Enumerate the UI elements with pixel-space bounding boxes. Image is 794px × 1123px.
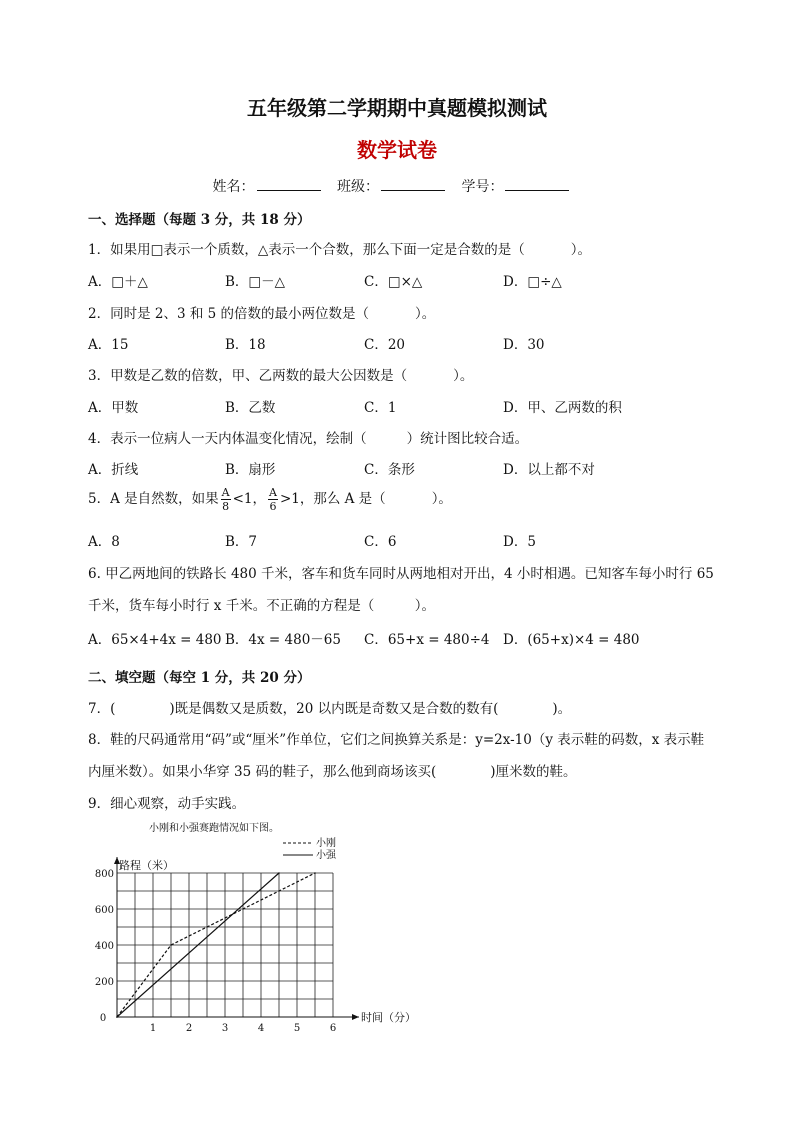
y-axis-label: 路程（米） — [119, 859, 174, 872]
q3-option-d: D．甲、乙两数的积 — [503, 400, 622, 416]
q1-text-end: ）。 — [570, 242, 591, 258]
class-label: 班级： — [337, 179, 379, 195]
q5-frac1-denominator: 8 — [222, 500, 230, 513]
q3-option-c: C．1 — [364, 400, 397, 416]
section1-heading: 一、选择题（每题 3 分，共 18 分） — [88, 212, 311, 228]
q4-option-a: A．折线 — [88, 462, 139, 478]
q5-fraction-1 — [221, 486, 231, 513]
question-7: 7．( )既是偶数又是质数，20 以内既是奇数又是合数的数有( )。 — [88, 701, 572, 717]
question-8-line2: 内厘米数）。如果小华穿 35 码的鞋子，那么他到商场该买( )厘米数的鞋。 — [88, 764, 577, 780]
data-point — [314, 872, 316, 874]
q6-option-d: D．(65+x)×4 = 480 — [503, 632, 640, 648]
q5-option-c: C．6 — [364, 534, 397, 550]
id-label: 学号： — [461, 179, 504, 195]
y-tick-label: 400 — [94, 941, 114, 952]
q5-option-a: A．8 — [88, 534, 120, 550]
chart-grid — [117, 873, 333, 1017]
x-tick-label: 5 — [293, 1023, 301, 1034]
question-4 — [88, 427, 528, 447]
page-title: 五年级第二学期期中真题模拟测试 — [247, 96, 547, 120]
race-line-chart — [80, 818, 430, 1038]
question-5 — [88, 486, 452, 513]
q5-fraction-2 — [268, 486, 278, 513]
q5-mid1: <1， — [232, 491, 266, 507]
q2-text-end: ）。 — [415, 306, 436, 322]
name-blank[interactable] — [257, 178, 321, 191]
x-axis-label: 时间（分） — [361, 1011, 416, 1024]
question-6-line2: 千米，货车每小时行 x 千米。不正确的方程是（ ）。 — [88, 598, 435, 614]
chart-labels — [95, 821, 416, 1034]
q4-option-c: C．条形 — [364, 462, 415, 478]
q4-text: 4．表示一位病人一天内体温变化情况，绘制（ — [88, 431, 367, 447]
student-info — [0, 176, 794, 196]
x-axis-arrow — [352, 1014, 359, 1020]
x-tick-label: 2 — [185, 1023, 193, 1034]
q6-option-a: A．65×4+4x = 480 — [88, 632, 222, 648]
q5-mid2: >1，那么 A 是（ — [279, 491, 386, 507]
chart-title: 小刚和小强赛跑情况如下图。 — [149, 823, 279, 834]
q2-option-d: D．30 — [503, 337, 545, 353]
x-tick-label: 4 — [257, 1023, 265, 1034]
y-tick-label: 800 — [94, 869, 114, 880]
question-9: 9．细心观察，动手实践。 — [88, 796, 246, 812]
q1-option-c: C．□×△ — [364, 274, 423, 290]
q6-option-b: B．4x = 480－65 — [225, 632, 341, 648]
legend-label: 小强 — [316, 850, 336, 861]
class-blank[interactable] — [381, 178, 445, 191]
q5-text-end: ）。 — [431, 491, 452, 507]
x-tick-label: 6 — [329, 1023, 337, 1034]
q2-option-a: A．15 — [88, 337, 129, 353]
q2-text: 2．同时是 2、3 和 5 的倍数的最小两位数是（ — [88, 306, 370, 322]
q2-option-b: B．18 — [225, 337, 266, 353]
q3-option-a: A．甲数 — [88, 400, 139, 416]
question-8-line1: 8．鞋的尺码通常用“码”或“厘米”作单位，它们之间换算关系是：y=2x-10（y 表示鞋的码数，x 表示鞋 — [88, 732, 705, 748]
question-6-line1: 6. 甲乙两地间的铁路长 480 千米，客车和货车同时从两地相对开出，4 小时相遇。已知客车每小时行 65 — [88, 566, 714, 582]
q5-frac2-denominator: 6 — [269, 500, 277, 513]
q5-frac2-numerator: A — [269, 486, 277, 499]
q1-option-d: D．□÷△ — [503, 274, 562, 290]
q1-text: 1．如果用□表示一个质数，△表示一个合数，那么下面一定是合数的是（ — [88, 242, 525, 258]
chart-axes — [114, 857, 359, 1020]
name-label: 姓名： — [212, 179, 255, 195]
x-tick-label: 1 — [149, 1023, 157, 1034]
q4-option-b: B．扇形 — [225, 462, 276, 478]
q2-option-c: C．20 — [364, 337, 406, 353]
question-2 — [88, 302, 435, 322]
section2-heading: 二、填空题（每空 1 分，共 20 分） — [88, 670, 311, 686]
legend-label: 小刚 — [316, 838, 336, 849]
q4-text-end: ）统计图比较合适。 — [406, 431, 529, 447]
data-point — [278, 872, 280, 874]
x-tick-label: 3 — [221, 1023, 229, 1034]
y-tick-label: 200 — [94, 977, 114, 988]
q3-text: 3．甲数是乙数的倍数，甲、乙两数的最大公因数是（ — [88, 368, 408, 384]
y-tick-label: 0 — [99, 1013, 107, 1024]
q3-option-b: B．乙数 — [225, 400, 276, 416]
data-point — [170, 944, 172, 946]
data-point — [116, 1016, 118, 1018]
q6-option-c: C．65+x = 480÷4 — [364, 632, 490, 648]
question-1 — [88, 238, 591, 258]
id-blank[interactable] — [505, 178, 569, 191]
q1-option-b: B．□－△ — [225, 274, 286, 290]
q5-option-d: D．5 — [503, 534, 536, 550]
q3-text-end: ）。 — [453, 368, 474, 384]
page-subtitle: 数学试卷 — [357, 138, 437, 162]
q1-option-a: A．□＋△ — [88, 274, 148, 290]
q4-option-d: D．以上都不对 — [503, 462, 595, 478]
q5-frac1-numerator: A — [221, 486, 230, 499]
y-tick-label: 600 — [94, 905, 114, 916]
q5-option-b: B．7 — [225, 534, 258, 550]
q5-text: 5．A 是自然数，如果 — [88, 491, 219, 507]
question-3 — [88, 364, 473, 384]
